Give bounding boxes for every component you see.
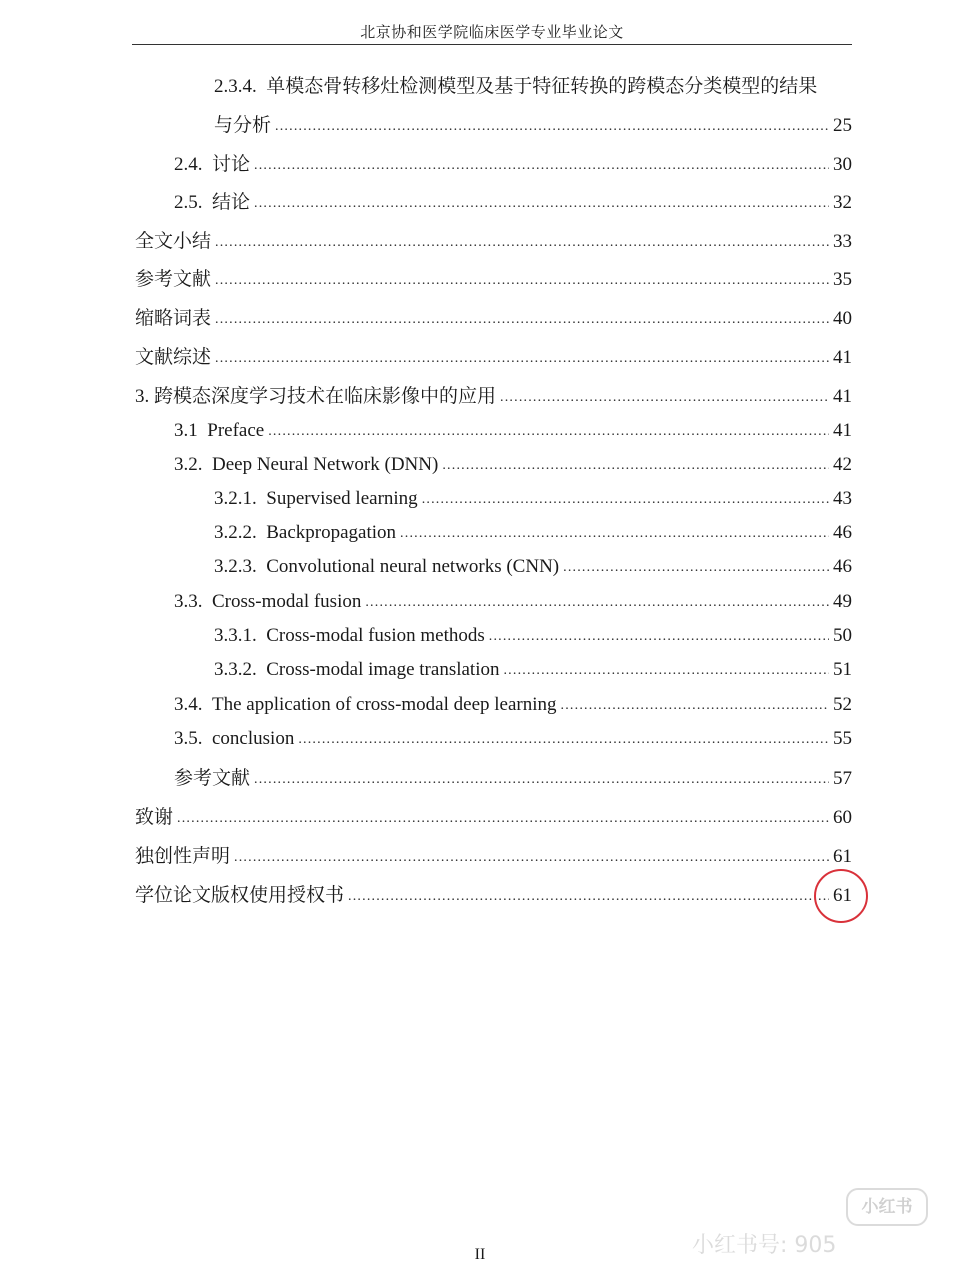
watermark-logo: 小红书 [846,1188,928,1226]
toc-title: 单模态骨转移灶检测模型及基于特征转换的跨模态分类模型的结果 [266,76,818,97]
toc-page: 41 [833,386,852,407]
leader-dots [254,772,829,788]
leader-dots [489,629,829,645]
leader-dots [275,119,829,135]
toc-entry [174,591,852,613]
toc-title: The application of cross-modal deep learning [212,694,557,715]
toc-title: 参考文献 [174,768,251,789]
toc-number: 3.2.1. [214,488,257,509]
toc-page: 61 [833,846,852,867]
toc-page: 33 [833,231,852,252]
toc-entry [174,187,852,214]
toc-entry [135,226,852,253]
toc-page: 51 [833,659,852,680]
toc-title: 全文小结 [135,231,212,252]
toc-page: 32 [833,192,852,213]
toc-title: Preface [207,420,265,441]
toc-page: 50 [833,625,852,646]
toc-page: 49 [833,591,852,612]
toc-entry [135,841,852,868]
toc-number: 3.2. [174,454,203,475]
toc-title: 文献综述 [135,347,212,368]
watermark-text: 小红书号: 905 [692,1233,837,1258]
toc-entry [214,625,852,647]
toc-number: 3.2.3. [214,556,257,577]
toc-number: 3.3.2. [214,659,257,680]
toc-entry [214,488,852,510]
red-circle-annotation [814,869,868,923]
toc-title: Backpropagation [266,522,397,543]
toc-page: 42 [833,454,852,475]
leader-dots [561,698,829,714]
toc-title: 缩略词表 [135,308,212,329]
toc-title: 与分析 [214,115,272,136]
toc-page: 43 [833,488,852,509]
toc-title: Cross-modal fusion methods [266,625,485,646]
toc-page: 25 [833,115,852,136]
leader-dots [298,732,829,748]
toc-number: 3.4. [174,694,203,715]
toc-entry [174,149,852,176]
toc-entry-2-3-4-line2 [214,110,852,137]
toc-title: Convolutional neural networks (CNN) [266,556,560,577]
toc-entry [135,381,852,408]
toc-number: 3.1 [174,420,198,441]
toc-number: 3.5. [174,728,203,749]
leader-dots [500,390,829,406]
leader-dots [365,595,829,611]
toc-number: 3.2.2. [214,522,257,543]
toc-title: 独创性声明 [135,846,231,867]
toc-title: Supervised learning [266,488,418,509]
toc-entry [135,802,852,829]
leader-dots [254,196,829,212]
toc-page: 41 [833,347,852,368]
toc-page: 57 [833,768,852,789]
leader-dots [422,492,829,508]
leader-dots [400,526,829,542]
toc-entry [135,303,852,330]
toc-entry-2-3-4-line1 [214,71,817,98]
running-header: 北京协和医学院临床医学专业毕业论文 [132,0,852,45]
toc-number: 2.5. [174,192,203,213]
toc-entry [135,880,852,907]
toc-title: 学位论文版权使用授权书 [135,885,345,906]
toc-entry [135,342,852,369]
leader-dots [234,850,829,866]
toc-number: 2.4. [174,154,203,175]
toc-entry [174,694,852,716]
toc-entry [214,522,852,544]
toc-entry [174,454,852,476]
toc-entry [214,659,852,681]
toc-title: conclusion [212,728,295,749]
toc-title: Deep Neural Network (DNN) [212,454,439,475]
toc-page: 61 [833,885,852,906]
toc-title: 讨论 [212,154,251,175]
leader-dots [254,158,829,174]
toc-entry [174,763,852,790]
leader-dots [503,663,829,679]
toc-title: 参考文献 [135,269,212,290]
leader-dots [348,889,829,905]
leader-dots [442,458,829,474]
toc-number: 3. [135,386,150,407]
toc-number: 3.3. [174,591,203,612]
toc-entry [214,556,852,578]
toc-title: 跨模态深度学习技术在临床影像中的应用 [154,386,497,407]
toc-page: 30 [833,154,852,175]
toc-page: 55 [833,728,852,749]
toc-entry [135,264,852,291]
toc-entry [174,728,852,750]
leader-dots [268,424,829,440]
leader-dots [563,560,829,576]
toc-page: 35 [833,269,852,290]
page-number: II [474,1246,486,1263]
toc-title: 致谢 [135,807,174,828]
toc-number: 2.3.4. [214,76,257,97]
toc-page: 46 [833,556,852,577]
toc-title: Cross-modal image translation [266,659,500,680]
leader-dots [215,273,829,289]
toc-page: 52 [833,694,852,715]
toc-entry [174,420,852,442]
leader-dots [215,312,829,328]
toc-page: 40 [833,308,852,329]
toc-page: 60 [833,807,852,828]
toc-title: 结论 [212,192,251,213]
toc-title: Cross-modal fusion [212,591,362,612]
toc-page: 41 [833,420,852,441]
leader-dots [215,235,829,251]
leader-dots [177,811,829,827]
toc-page: 46 [833,522,852,543]
leader-dots [215,351,829,367]
toc-number: 3.3.1. [214,625,257,646]
